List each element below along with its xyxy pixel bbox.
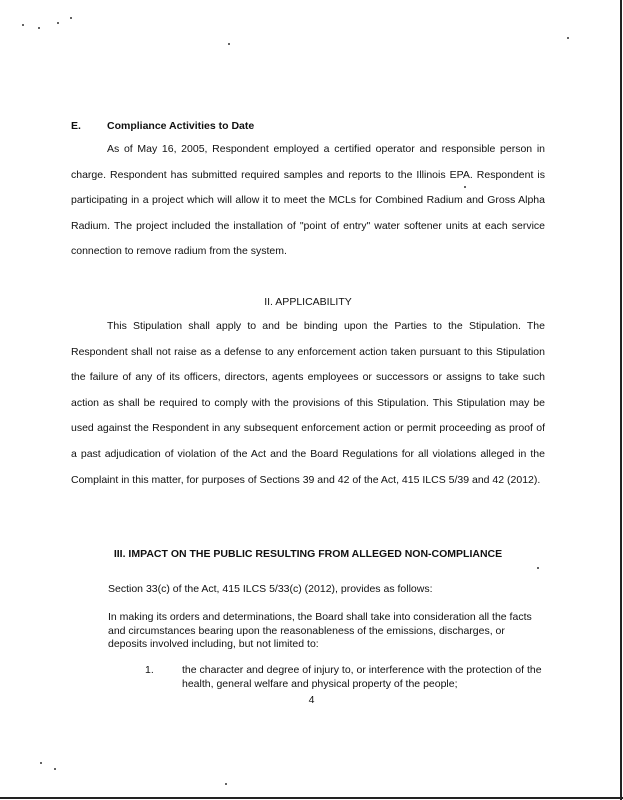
section-e-letter: E. [71, 120, 81, 132]
section-ii-heading: II. APPLICABILITY [264, 296, 352, 308]
scan-speck [38, 27, 40, 29]
scan-speck [40, 762, 42, 764]
section-e-title: Compliance Activities to Date [107, 120, 255, 132]
scan-speck [54, 768, 56, 770]
scan-speck [22, 24, 24, 26]
section-iii-quote [108, 611, 545, 652]
scan-border-right [620, 0, 622, 800]
section-iii-intro [108, 583, 545, 597]
section-ii-body [71, 314, 545, 493]
scan-speck [225, 783, 227, 785]
scan-speck [57, 22, 59, 24]
scan-border-bottom [0, 797, 623, 799]
scan-speck [567, 37, 569, 39]
list-item-text: the character and degree of injury to, or interference with the protection of the health, general welfare and physical property of the people; [182, 664, 542, 690]
section-e-paragraph: As of May 16, 2005, Respondent employed a certified operator and responsible person in charge. Respondent has submitted required samples and reports to the Illinois EPA. Respondent is participating in a project which will allow it to meet the MCLs for Combined Radium and Gross Alpha Radium. The project included the installation of "point of entry" water softener units at each service connection to remove radium from the system. [71, 143, 545, 258]
section-iii-intro-text: Section 33(c) of the Act, 415 ILCS 5/33(c) (2012), provides as follows: [108, 583, 433, 595]
scan-speck [537, 567, 539, 569]
section-iii-heading: III. IMPACT ON THE PUBLIC RESULTING FROM ALLEGED NON-COMPLIANCE [113, 548, 503, 560]
scan-speck [70, 17, 72, 19]
list-item-number: 1. [145, 664, 154, 676]
section-e-body [71, 137, 545, 265]
section-ii-paragraph: This Stipulation shall apply to and be binding upon the Parties to the Stipulation. The Respondent shall not raise as a defense to any enforcement action taken pursuant to this Stipulation the failure of any of its officers, directors, agents employees or successors or assigns to take such action as shall be required to comply with the provisions of this Stipulation. This Stipulation may be used against the Respondent in any subsequent enforcement action or permit proceeding as proof of a past adjudication of violation of the Act and the Board Regulations for all violations alleged in the Complaint in this matter, for purposes of Sections 39 and 42 of the Act, 415 ILCS 5/39 and 42 (2012). [71, 320, 545, 486]
page-number: 4 [308, 694, 315, 706]
section-e-heading [71, 120, 254, 132]
scan-speck [228, 43, 230, 45]
section-iii-quote-text: In making its orders and determinations, the Board shall take into consideration all the facts and circumstances bearing upon the reasonableness of the emissions, discharges, or deposits involved including, but not limited to: [108, 611, 532, 650]
